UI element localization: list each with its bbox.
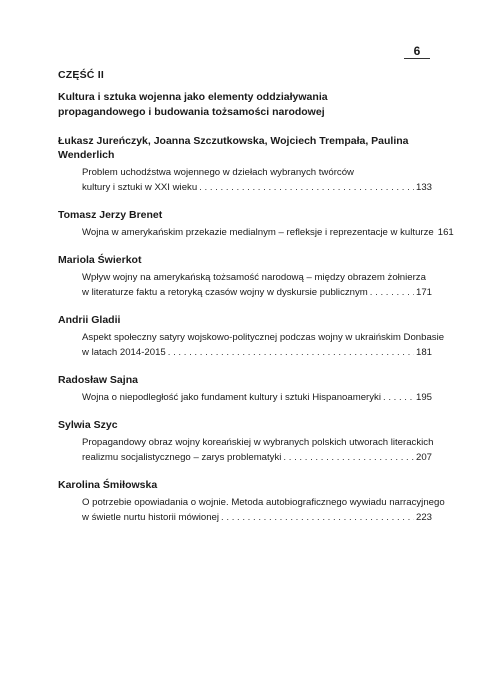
entry-page-number: 207 <box>415 452 432 463</box>
dot-leader <box>283 450 414 465</box>
entry-page-number: 171 <box>415 287 432 298</box>
entry-title-line: Wpływ wojny na amerykańską tożsamość narodową – między obrazem żołnierza <box>82 272 426 283</box>
entry-page-number: 181 <box>415 347 432 358</box>
toc-entry[interactable] <box>58 253 432 300</box>
entry-title-last-line <box>82 225 454 240</box>
entry-author: Karolina Śmiłowska <box>58 479 158 491</box>
toc-entry[interactable] <box>58 418 432 465</box>
entry-page-number: 161 <box>437 227 454 238</box>
entry-title-last-line <box>82 390 432 405</box>
entry-title-line: realizmu socjalistycznego – zarys problematyki <box>82 452 282 463</box>
entry-title-line: Wojna w amerykańskim przekazie medialnym – refleksje i reprezentacje w kulturze <box>82 227 434 238</box>
entry-page-number: 133 <box>415 182 432 193</box>
toc-entry[interactable] <box>58 478 445 525</box>
entry-author: Mariola Świerkot <box>58 254 142 266</box>
part-title <box>58 90 432 120</box>
entry-author: Sylwia Szyc <box>58 419 118 431</box>
toc-entry[interactable] <box>58 134 432 195</box>
entry-title <box>82 270 432 300</box>
entry-title-last-line <box>82 345 432 360</box>
dot-leader <box>168 345 414 360</box>
entry-title <box>82 390 432 405</box>
entry-title-line: w świetle nurtu historii mówionej <box>82 512 220 523</box>
toc-entry[interactable] <box>58 313 445 360</box>
entry-title-line: Propagandowy obraz wojny koreańskiej w wybranych polskich utworach literackich <box>82 437 434 448</box>
entry-title <box>82 435 432 465</box>
dot-leader <box>199 180 414 195</box>
toc-entry[interactable] <box>58 373 432 405</box>
entry-title-last-line <box>82 180 432 195</box>
entry-page-number: 223 <box>415 512 432 523</box>
entry-title-line: kultury i sztuki w XXI wieku <box>82 182 198 193</box>
entry-author: Tomasz Jerzy Brenet <box>58 209 163 221</box>
entry-title-last-line <box>82 285 432 300</box>
entry-page-number: 195 <box>415 392 432 403</box>
entry-title-line: Wojna o niepodległość jako fundament kultury i sztuki Hispanoameryki <box>82 392 381 403</box>
part-title-line: Kultura i sztuka wojenna jako elementy oddziaływania <box>58 91 328 103</box>
page-number-rule <box>404 58 430 59</box>
entry-title <box>82 495 445 525</box>
entry-title-line: Aspekt społeczny satyry wojskowo-politycznej podczas wojny w ukraińskim Donbasie <box>82 332 445 343</box>
entry-title-line: Problem uchodźstwa wojennego w dziełach wybranych twórców <box>82 167 354 178</box>
entry-author: Radosław Sajna <box>58 374 138 386</box>
part-title-line: propagandowego i budowania tożsamości narodowej <box>58 106 325 118</box>
page-number: 6 <box>413 44 421 58</box>
entry-author: Andrii Gladii <box>58 314 121 326</box>
toc-entry[interactable] <box>58 208 454 240</box>
entry-title-last-line <box>82 510 432 525</box>
entry-title <box>82 225 454 240</box>
dot-leader <box>221 510 414 525</box>
table-of-contents <box>58 69 454 525</box>
entry-title-line: w latach 2014-2015 <box>82 347 166 358</box>
entry-title-line: w literaturze faktu a retoryką czasów wojny w dyskursie publicznym <box>82 287 368 298</box>
dot-leader <box>370 285 414 300</box>
part-label: CZĘŚĆ II <box>58 69 104 81</box>
entry-title <box>82 165 432 195</box>
entry-title-last-line <box>82 450 432 465</box>
entry-title <box>82 330 445 360</box>
dot-leader <box>383 390 414 405</box>
entry-title-line: O potrzebie opowiadania o wojnie. Metoda autobiograficznego wywiadu narracyjnego <box>82 497 445 508</box>
entry-author: Łukasz Jureńczyk, Joanna Szczutkowska, Wojciech Trempała, Paulina Wenderlich <box>58 135 409 161</box>
